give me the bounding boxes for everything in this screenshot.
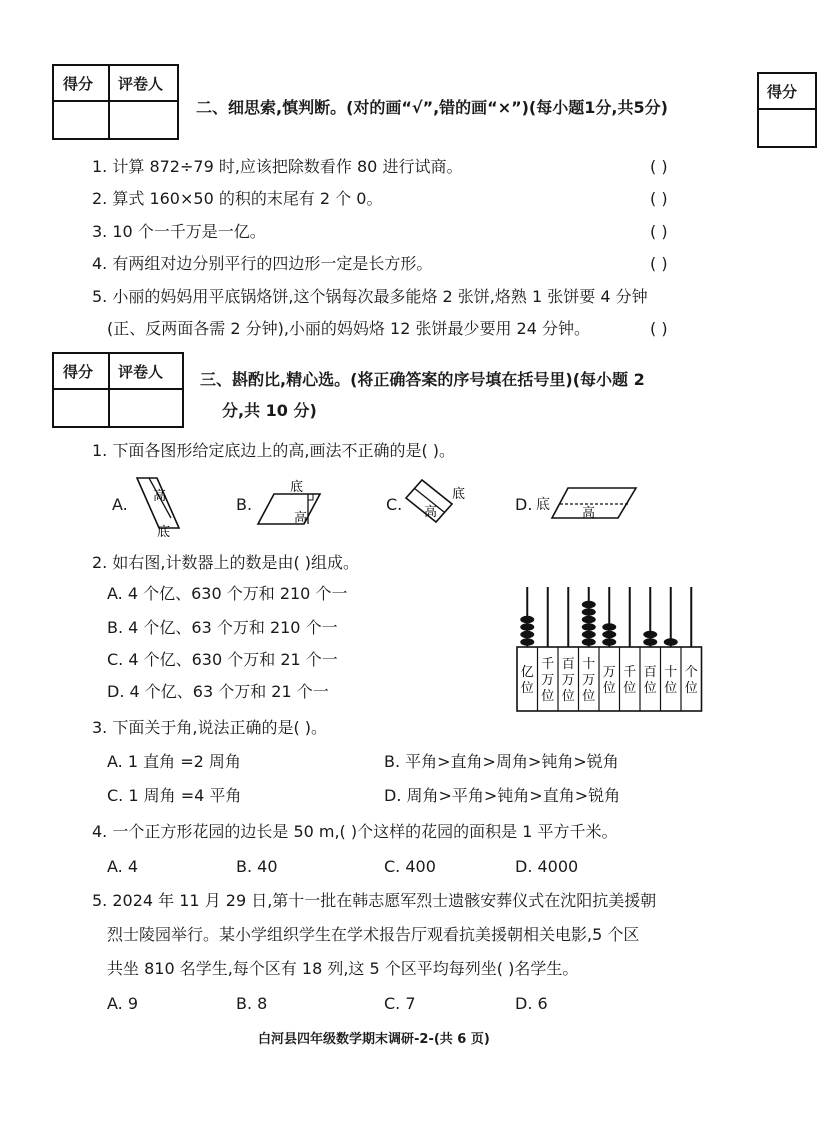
mc-q3-option-c[interactable]: C. 1 周角 =4 平角 (107, 786, 242, 805)
mc-q2-option-d[interactable]: D. 4 个亿、63 个万和 21 个一 (107, 682, 329, 701)
mc-q5-option-a[interactable]: A. 9 (107, 994, 139, 1013)
abacus-counter (515, 585, 707, 713)
mc-q1-option-c[interactable]: C. (386, 495, 403, 514)
mc-q5-stem-line2: 烈士陵园举行。某小学组织学生在学术报告厅观看抗美援朝相关电影,5 个区 (107, 925, 640, 944)
mc-q5-stem-line1: 5. 2024 年 11 月 29 日,第十一批在韩志愿军烈士遗骸安葬仪式在沈阳抗美援朝 (92, 891, 657, 910)
grader-label: 评卷人 (118, 75, 164, 93)
tf-answer-1[interactable]: ( ) (650, 157, 668, 176)
mc-q4-option-c[interactable]: C. 400 (384, 857, 436, 876)
label-di: 底 (157, 525, 171, 540)
tf-answer-2[interactable]: ( ) (650, 189, 668, 208)
abacus-bead (602, 631, 616, 639)
mc-q1-option-d[interactable]: D. (515, 495, 533, 514)
tf-item-5-line1: 5. 小丽的妈妈用平底锅烙饼,这个锅每次最多能烙 2 张饼,烙熟 1 张饼要 4 分钟 (92, 287, 648, 306)
abacus-bead (520, 623, 534, 631)
abacus-place-label: 百 (561, 657, 575, 672)
figure-c-parallelogram (402, 476, 472, 526)
tf-answer-3[interactable]: ( ) (650, 222, 668, 241)
abacus-bead (582, 616, 596, 624)
abacus-place-label: 位 (684, 681, 698, 696)
score-label-fragment: 得分 (767, 83, 798, 101)
mc-q2-stem: 2. 如右图,计数器上的数是由( )组成。 (92, 553, 360, 572)
abacus-place-label: 位 (623, 681, 637, 696)
mc-q2-option-a[interactable]: A. 4 个亿、630 个万和 210 个一 (107, 584, 348, 603)
mc-q2-option-c[interactable]: C. 4 个亿、630 个万和 21 个一 (107, 650, 338, 669)
abacus-place-label: 位 (602, 681, 616, 696)
label-gao: 高 (294, 511, 308, 526)
mc-q1-option-a[interactable]: A. (112, 495, 128, 514)
mc-q1-option-b[interactable]: B. (236, 495, 253, 514)
abacus-place-label: 万 (561, 673, 575, 688)
abacus-bead (582, 608, 596, 616)
mc-q3-option-b[interactable]: B. 平角>直角>周角>钝角>锐角 (384, 752, 619, 771)
abacus-place-label: 万 (582, 673, 596, 688)
mc-q3-stem: 3. 下面关于角,说法正确的是( )。 (92, 718, 328, 737)
abacus-place-label: 万 (602, 665, 616, 680)
mc-q2-option-b[interactable]: B. 4 个亿、63 个万和 210 个一 (107, 618, 338, 637)
abacus-bead (520, 616, 534, 624)
abacus-place-label: 位 (561, 689, 575, 704)
abacus-bead (520, 638, 534, 646)
abacus-place-label: 十 (664, 665, 678, 680)
grader-label: 评卷人 (118, 363, 164, 381)
abacus-place-label: 亿 (520, 665, 534, 680)
label-gao: 高 (582, 506, 596, 521)
score-label: 得分 (63, 363, 94, 381)
label-di: 底 (536, 497, 550, 513)
page-footer: 白河县四年级数学期末调研-2-(共 6 页) (258, 1032, 490, 1047)
mc-q4-option-a[interactable]: A. 4 (107, 857, 139, 876)
score-box-section2 (52, 64, 179, 140)
abacus-bead (602, 623, 616, 631)
mc-q3-option-a[interactable]: A. 1 直角 =2 周角 (107, 752, 241, 771)
figure-d-parallelogram (550, 482, 640, 524)
abacus-bead (643, 631, 657, 639)
mc-q5-option-d[interactable]: D. 6 (515, 994, 548, 1013)
figure-b-parallelogram (256, 478, 326, 528)
score-label: 得分 (63, 75, 94, 93)
tf-item-2: 2. 算式 160×50 的积的末尾有 2 个 0。 (92, 189, 383, 208)
abacus-place-label: 千 (623, 665, 637, 680)
label-gao: 高 (153, 489, 167, 504)
section3-title-line1: 三、斟酌比,精心选。(将正确答案的序号填在括号里)(每小题 2 (200, 370, 645, 389)
abacus-place-label: 位 (643, 681, 657, 696)
mc-q5-option-c[interactable]: C. 7 (384, 994, 416, 1013)
mc-q4-option-b[interactable]: B. 40 (236, 857, 278, 876)
tf-answer-5[interactable]: ( ) (650, 319, 668, 338)
tf-item-5-line2: (正、反两面各需 2 分钟),小丽的妈妈烙 12 张饼最少要用 24 分钟。 (107, 319, 590, 338)
abacus-bead (643, 638, 657, 646)
score-box-section3 (52, 352, 184, 428)
label-di: 底 (290, 480, 304, 495)
abacus-place-label: 个 (684, 665, 698, 680)
abacus-place-label: 百 (643, 665, 657, 680)
abacus-bead (602, 638, 616, 646)
abacus-bead (520, 631, 534, 639)
abacus-bead (664, 638, 678, 646)
label-di: 底 (452, 487, 466, 502)
tf-item-1: 1. 计算 872÷79 时,应该把除数看作 80 进行试商。 (92, 157, 463, 176)
mc-q5-option-b[interactable]: B. 8 (236, 994, 268, 1013)
abacus-bead (582, 631, 596, 639)
abacus-bead (582, 638, 596, 646)
mc-q1-stem: 1. 下面各图形给定底边上的高,画法不正确的是( )。 (92, 441, 456, 460)
abacus-place-label: 万 (541, 673, 555, 688)
score-box-next-page-fragment (757, 72, 817, 148)
abacus-place-label: 位 (520, 681, 534, 696)
label-gao: 高 (424, 505, 438, 520)
mc-q5-stem-line3: 共坐 810 名学生,每个区有 18 列,这 5 个区平均每列坐( )名学生。 (107, 959, 579, 978)
figure-a-parallelogram (135, 470, 195, 538)
tf-item-4: 4. 有两组对边分别平行的四边形一定是长方形。 (92, 254, 433, 273)
tf-item-3: 3. 10 个一千万是一亿。 (92, 222, 266, 241)
abacus-bead (582, 623, 596, 631)
abacus-place-label: 千 (541, 657, 555, 672)
section2-title: 二、细思索,慎判断。(对的画“√”,错的画“×”)(每小题1分,共5分) (196, 98, 668, 117)
abacus-place-label: 十 (582, 657, 596, 672)
mc-q4-stem: 4. 一个正方形花园的边长是 50 m,( )个这样的花园的面积是 1 平方千米。 (92, 822, 618, 841)
abacus-bead (582, 601, 596, 609)
mc-q3-option-d[interactable]: D. 周角>平角>钝角>直角>锐角 (384, 786, 621, 805)
abacus-place-label: 位 (582, 689, 596, 704)
tf-answer-4[interactable]: ( ) (650, 254, 668, 273)
mc-q4-option-d[interactable]: D. 4000 (515, 857, 579, 876)
section3-title-line2: 分,共 10 分) (222, 401, 317, 420)
abacus-place-label: 位 (541, 689, 555, 704)
abacus-place-label: 位 (664, 681, 678, 696)
